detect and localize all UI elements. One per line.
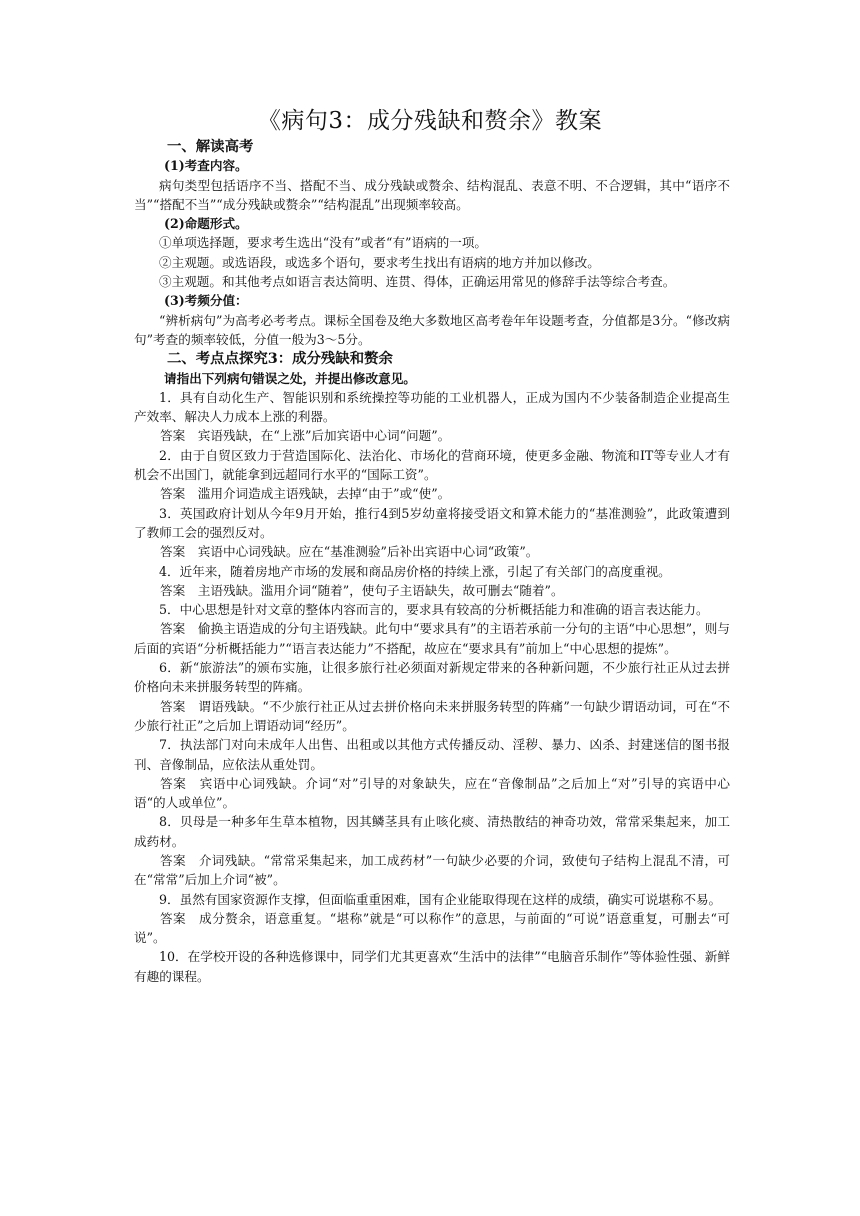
question-1: 1．具有自动化生产、智能识别和系统操控等功能的工业机器人，正成为国内不少装备制造企业提高生产效率、解决人力成本上涨的利器。: [134, 389, 730, 425]
answer-8: 答案 介词残缺。“常常采集起来，加工成药材”一句缺少必要的介词，致使句子结构上混乱不清，可在“常常”后加上介词“被”。: [134, 852, 730, 888]
question-7: 7．执法部门对向未成年人出售、出租或以其他方式传播反动、淫秽、暴力、凶杀、封建迷信的图书报刊、音像制品，应依法从重处罚。: [134, 737, 730, 772]
sub2-item: ①单项选择题，要求考生选出“没有”或者“有”语病的一项。: [159, 235, 488, 251]
sub3-text: “辨析病句”为高考必考考点。课标全国卷及绝大多数地区高考卷年年设题考查，分值都是3分。“修改病句”考查的频率较低，分值一般为3～5分。: [134, 312, 730, 347]
section2-instruction: 请指出下列病句错误之处，并提出修改意见。: [164, 370, 416, 386]
sub1-heading: (1)考查内容。: [164, 158, 248, 174]
answer-4: 答案 主语残缺。滥用介词“随着”，使句子主语缺失，故可删去“随着”。: [160, 582, 564, 598]
answer-2: 答案 滥用介词造成主语残缺，去掉“由于”或“使”。: [160, 486, 451, 502]
answer-7: 答案 宾语中心词残缺。介词“对”引导的对象缺失，应在“音像制品”之后加上“对”引导的宾语中心语“的人或单位”。: [134, 775, 730, 811]
answer-5: 答案 偷换主语造成的分句主语残缺。此句中“要求具有”的主语若承前一分句的主语“中心思想”，则与后面的宾语“分析概括能力”“语言表达能力”不搭配，故应在“要求具有”前加上“中心思想的提炼”。: [134, 621, 730, 656]
sub2-item: ③主观题。和其他考点如语言表达简明、连贯、得体，正确运用常见的修辞手法等综合考查。: [159, 274, 676, 290]
sub3-heading: (3)考频分值：: [164, 293, 248, 309]
document-body: [134, 137, 730, 986]
question-4: 4．近年来，随着房地产市场的发展和商品房价格的持续上涨，引起了有关部门的高度重视。: [159, 563, 671, 579]
question-8: 8．贝母是一种多年生草本植物，因其鳞茎具有止咳化痰、清热散结的神奇功效，常常采集起来，加工成药材。: [134, 814, 730, 849]
question-2: 2．由于自贸区致力于营造国际化、法治化、市场化的营商环境，使更多金融、物流和IT等专业人才有机会不出国门，就能拿到远超同行水平的“国际工资”。: [134, 447, 730, 483]
sub2-heading: (2)命题形式。: [164, 216, 248, 232]
document-title: 《病句3：成分残缺和赘余》教案: [257, 108, 603, 134]
sub2-item: ②主观题。或选语段，或选多个语句，要求考生找出有语病的地方并加以修改。: [159, 254, 600, 270]
section2-heading: 二、考点点探究3：成分残缺和赘余: [167, 350, 393, 368]
answer-6: 答案 谓语残缺。“不少旅行社正从过去拼价格向未来拼服务转型的阵痛”一句缺少谓语动词，可在“不少旅行社正”之后加上谓语动词“经历”。: [134, 698, 730, 733]
answer-3: 答案 宾语中心词残缺。应在“基准测验”后补出宾语中心词“政策”。: [160, 544, 539, 560]
question-9: 9．虽然有国家资源作支撑，但面临重重困难，国有企业能取得现在这样的成绩，确实可说堪称不易。: [159, 891, 722, 907]
question-3: 3．英国政府计划从今年9月开始，推行4到5岁幼童将接受语文和算术能力的“基准测验”，此政策遭到了教师工会的强烈反对。: [134, 505, 730, 540]
question-6: 6．新“旅游法”的颁布实施，让很多旅行社必须面对新规定带来的各种新问题，不少旅行社正从过去拼价格向未来拼服务转型的阵痛。: [134, 660, 730, 695]
section1-heading: 一、解读高考: [167, 138, 254, 155]
question-5: 5．中心思想是针对文章的整体内容而言的，要求具有较高的分析概括能力和准确的语言表达能力。: [159, 602, 709, 618]
sub1-text: 病句类型包括语序不当、搭配不当、成分残缺或赘余、结构混乱、表意不明、不合逻辑，其中“语序不当”“搭配不当”“成分残缺或赘余”“结构混乱”出现频率较高。: [134, 177, 730, 212]
answer-1: 答案 宾语残缺，在“上涨”后加宾语中心词“问题”。: [160, 428, 451, 444]
question-10: 10．在学校开设的各种选修课中，同学们尤其更喜欢“生活中的法律”“电脑音乐制作”等体验性强、新鲜有趣的课程。: [134, 949, 730, 984]
answer-9: 答案 成分赘余，语意重复。“堪称”就是“可以称作”的意思，与前面的“可说”语意重复，可删去“可说”。: [134, 910, 730, 946]
